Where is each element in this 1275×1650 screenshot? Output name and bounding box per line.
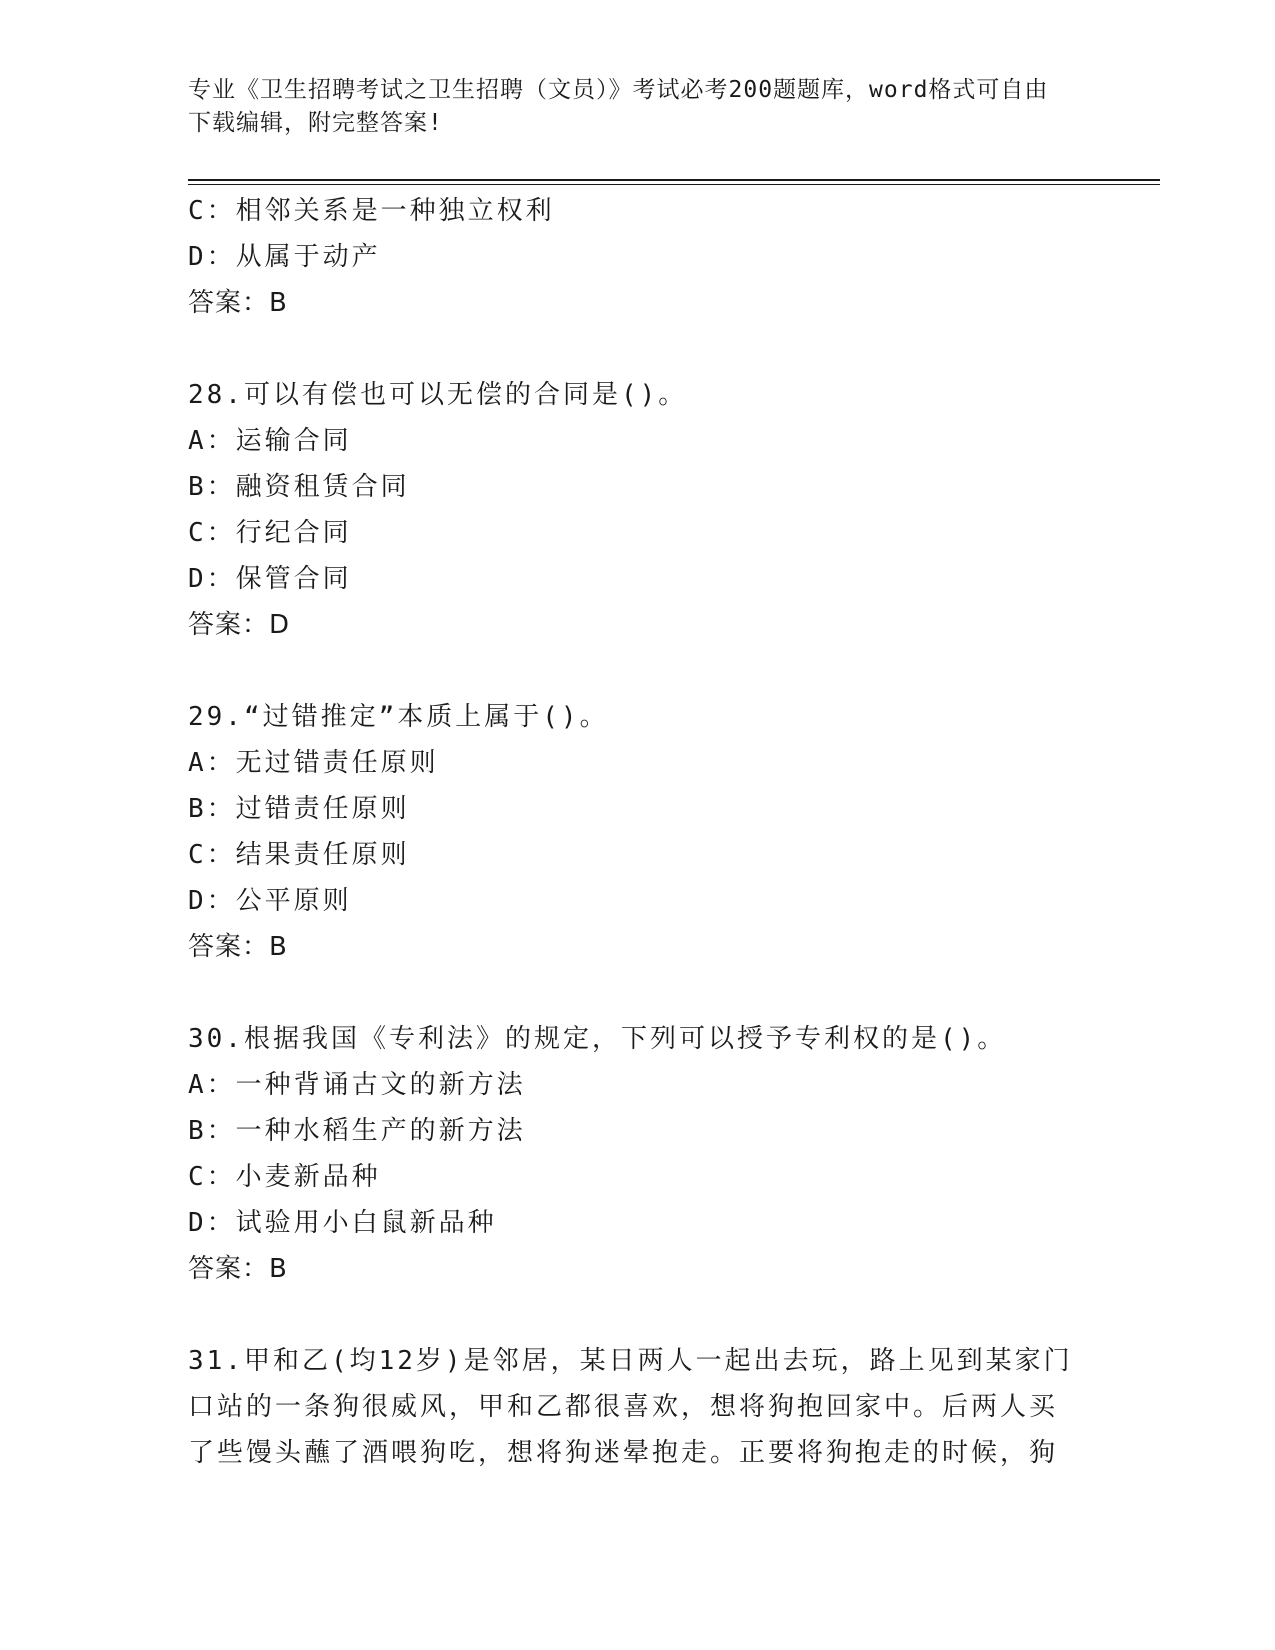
option-d: D：从属于动产 (188, 242, 381, 272)
option-c: C：行纪合同 (188, 518, 352, 548)
option-d: D：保管合同 (188, 564, 352, 594)
document-header: 专业《卫生招聘考试之卫生招聘（文员）》考试必考200题题库，word格式可自由下载编辑，附完整答案! (188, 77, 1049, 136)
option-b: B：过错责任原则 (188, 794, 410, 824)
option-a: A：无过错责任原则 (188, 748, 439, 778)
question-text: 28.可以有偿也可以无偿的合同是()。 (188, 380, 688, 410)
answer: 答案：B (188, 1254, 288, 1284)
option-d: D：公平原则 (188, 886, 352, 916)
question-29 (188, 694, 1088, 970)
answer: 答案：D (188, 610, 291, 640)
header-divider-thick (188, 179, 1160, 181)
question-text-line-2: 口站的一条狗很威风，甲和乙都很喜欢，想将狗抱回家中。后两人买 (188, 1392, 1059, 1422)
question-list (188, 188, 1088, 1476)
question-31 (188, 1338, 1088, 1476)
answer: 答案：B (188, 288, 288, 318)
option-c: C：结果责任原则 (188, 840, 410, 870)
option-c: C：小麦新品种 (188, 1162, 381, 1192)
spacer (188, 648, 1088, 694)
question-text: 30.根据我国《专利法》的规定，下列可以授予专利权的是()。 (188, 1024, 1007, 1054)
answer: 答案：B (188, 932, 288, 962)
option-b: B：融资租赁合同 (188, 472, 410, 502)
option-d: D：试验用小白鼠新品种 (188, 1208, 497, 1238)
option-a: A：一种背诵古文的新方法 (188, 1070, 526, 1100)
option-b: B：一种水稻生产的新方法 (188, 1116, 526, 1146)
header-divider-thin (188, 184, 1160, 185)
question-text-line-1: 31.甲和乙(均12岁)是邻居，某日两人一起出去玩，路上见到某家门 (188, 1346, 1073, 1376)
question-text: 29.“过错推定”本质上属于()。 (188, 702, 609, 732)
question-28 (188, 372, 1088, 648)
question-27-tail (188, 188, 1088, 326)
option-a: A：运输合同 (188, 426, 352, 456)
spacer (188, 326, 1088, 372)
spacer (188, 970, 1088, 1016)
question-text-line-3: 了些馒头蘸了酒喂狗吃，想将狗迷晕抱走。正要将狗抱走的时候，狗 (188, 1438, 1059, 1468)
spacer (188, 1292, 1088, 1338)
option-c: C：相邻关系是一种独立权利 (188, 196, 555, 226)
question-30 (188, 1016, 1088, 1292)
